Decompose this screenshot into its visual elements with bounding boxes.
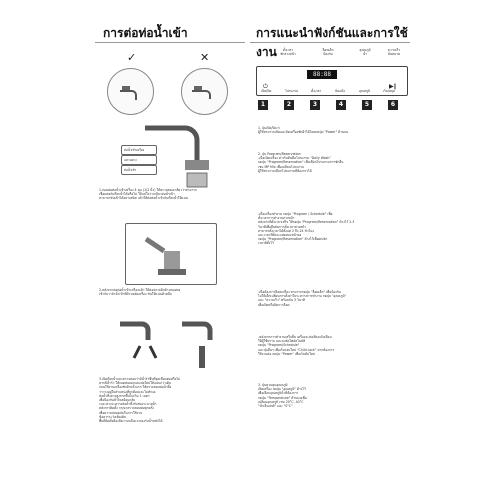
badge-1: 1: [258, 100, 268, 110]
step-2-text: 2.หลังจากต่อท่อน้ำเข้าเครื่องแล้ว ให้ต่อปลายอีกด้านของท่อ เข้ากับวาล์วน้ำเข้าที่ด้านหลังเครื่อง ขันให้แน่นด้วยมือ: [99, 288, 181, 297]
section-child-lock: -เมื่อต้องการล็อคเครื่อง สามารถกดปุ่ม "ล็อคเด็ก" เพื่อป้องกัน ไม่ให้เด็กเปลี่ยนการตั้งค่าในระหว่างการทำงาน กดปุ่ม "อุณหภูมิ" และ "ความเร็ว" พร้อมกัน 3 วินาที เพื่อเปิดหรือปิดการล็อค: [258, 290, 347, 307]
label-box-hose: ท่อน้ำเข้า: [121, 165, 157, 175]
badge-3: 3: [310, 100, 320, 110]
panel-button-label-6: เริ่ม/หยุด: [383, 89, 396, 93]
right-title: การแนะนำฟังก์ชันและการใช้งาน: [256, 26, 408, 59]
valve-figure: [126, 224, 216, 284]
play-pause-icon[interactable]: ▶∥: [389, 83, 397, 90]
correct-faucet-circle: [107, 68, 154, 115]
badge-4: 4: [336, 100, 346, 110]
right-title-rule: [250, 42, 410, 43]
wrong-faucet-circle: [181, 68, 228, 115]
section-finish: -หลังจากการทำงานเสร็จสิ้น เครื่องจะส่งเสียงแจ้งเตือน ให้ผู้ใช้ทราบ และจะตัดไฟอัตโนมัติ กดปุ่ม "Program/Schedule" และปุ่มอื่นๆ เพื่อเริ่มรอบใหม่ "Child Lock" หากต้องการ ใช้งานต่อ กดปุ่ม "Power" เพื่อเริ่มต้นใหม่: [258, 335, 335, 356]
wrong-mark-icon: ✕: [200, 51, 210, 64]
section-power: 1. ปุ่มเปิด/ปิด ⏻ ผู้ใช้สามารถเปิดและปิดเครื่องซักผ้าได้โดยกดปุ่ม "Power" ด้านบน: [258, 126, 349, 135]
left-title-rule: [95, 42, 245, 43]
panel-button-label-5: อุณหภูมิ: [359, 89, 371, 93]
step-3-text: 3.เปิดก๊อกน้ำและตรวจสอบว่ามีน้ำรั่วซึมที่จุดเชื่อมต่อหรือไม่ หากมีน้ำรั่ว ให้ถอดท่อออกและต่อใหม่ให้แน่นกว่าเดิม ก่อนใช้งานเครื่องซักผ้าครั้งแรก ให้ตรวจสอบท่อน้ำทิ้ง ว่าวางอยู่ในตำแหน่งที่ถูกต้องและไม่หักงอ ท่อน้ำทิ้งควรสูงจากพื้นไม่เกิน 1 เมตร เพื่อป้องกันน้ำไหลย้อนกลับ ระยะห่างระหว่างท่อน้ำทิ้งกับช่องระบายน้ำ หลังการติดตั้ง กรุณาตรวจสอบท่อทุกครั้ง เพื่อความปลอดภัยในการใช้งาน ข้อควรระวังเพิ่มเติม พื้นที่ติดตั้งต้องมีความแข็งแรงรองรับน้ำหนักได้: [99, 377, 181, 424]
label-box-inlet: ท่อน้ำเข้าเครื่อง: [121, 145, 157, 155]
valve-figure-frame: [125, 223, 217, 285]
panel-note-1: ตั้งเวลา ซักล่วงหน้า: [280, 48, 296, 57]
section-schedule: -เมื่อเครื่องทำงาน กดปุ่ม "Program / Schedule" เพื่อ ตั้งเวลาการทำงานล่วงหน้า หลังจากที่ตั้งเวลาเสร็จ ให้กดปุ่ม "Program/Reservation" ค้างไว้ 2-3 วินาทีเพื่อยืนยันการตั้งเวลาล่วงหน้า สามารถตั้งเวลาได้ตั้งแต่ 2 ถึง 24 ชั่วโมง และเวลาที่ตั้งจะแสดงบนหน้าจอ กดปุ่ม "Program/Reservation" ค้างไว้เพื่อยกเลิก เวลาที่ตั้งไว้: [258, 212, 355, 246]
panel-note-2: ล็อคเด็ก ป้องกัน: [322, 48, 334, 57]
badge-5: 5: [362, 100, 372, 110]
panel-button-label-1: เปิด/ปิด: [261, 89, 272, 93]
section-temperature: 3. ปุ่มควบคุมอุณหภูมิ เปิดเครื่อง กดปุ่ม "อุณหภูมิ" ค้างไว้ เพื่อเลือกอุณหภูมิน้ำที่ต้องการ กดปุ่ม "Temperature" ด้านบนเพื่อ เปลี่ยนอุณหภูมิ เช่น 20°C, 40°C "น้ำเย็นปกติ" และ "0°C": [258, 383, 307, 409]
badge-6: 6: [388, 100, 398, 110]
panel-button-label-3: ตั้งเวลา: [311, 89, 322, 93]
panel-button-label-2: โปรแกรม: [285, 89, 299, 93]
section-program: 2. ปุ่ม Program/Reservation -เมื่อเปิดเครื่อง ค่าเริ่มต้นคือโปรแกรม "Daily Wash" กดปุ่ม "Program/Reservation" เพื่อเลือกโปรแกรมการซักอื่น เช่น MP Mix เพื่อเปลี่ยนโปรแกรม ผู้ใช้สามารถเลือกโปรแกรมที่ต้องการได้: [258, 152, 344, 173]
faucet-icon: [182, 69, 227, 114]
panel-display: 88:88: [307, 70, 337, 79]
correct-mark-icon: ✓: [127, 51, 137, 64]
step-1-text: 1.ก่อนต่อท่อน้ำเข้าเครื่อง 4 หุน (1/2 นิ้ว) ให้ตรวจสอบเกลียวว่าสามารถ เชื่อมต่อกับก๊อกน้ำได้หรือไม่ ให้แน่ใจว่าเกลียวท่อน้ำเข้า สามารถขันเข้าได้อย่างสนิท แล้วให้ต่อท่อน้ำเข้ากับก๊อกน้ำให้แน่น: [99, 188, 197, 201]
badge-2: 2: [284, 100, 294, 110]
faucet-icon: [108, 69, 153, 114]
label-box-washer: แหวนยาง: [121, 155, 157, 165]
panel-note-3: อุณหภูมิ น้ำ: [359, 48, 371, 57]
left-title: การต่อท่อน้ำเข้า: [103, 26, 188, 40]
panel-button-label-4: ปั่นแห้ง: [335, 89, 345, 93]
leak-check-figure: [110, 304, 235, 374]
control-panel: [256, 66, 408, 96]
panel-note-4: ความเร็ว ปั่นหมาด: [387, 48, 401, 57]
power-icon[interactable]: ⏻: [263, 83, 268, 90]
